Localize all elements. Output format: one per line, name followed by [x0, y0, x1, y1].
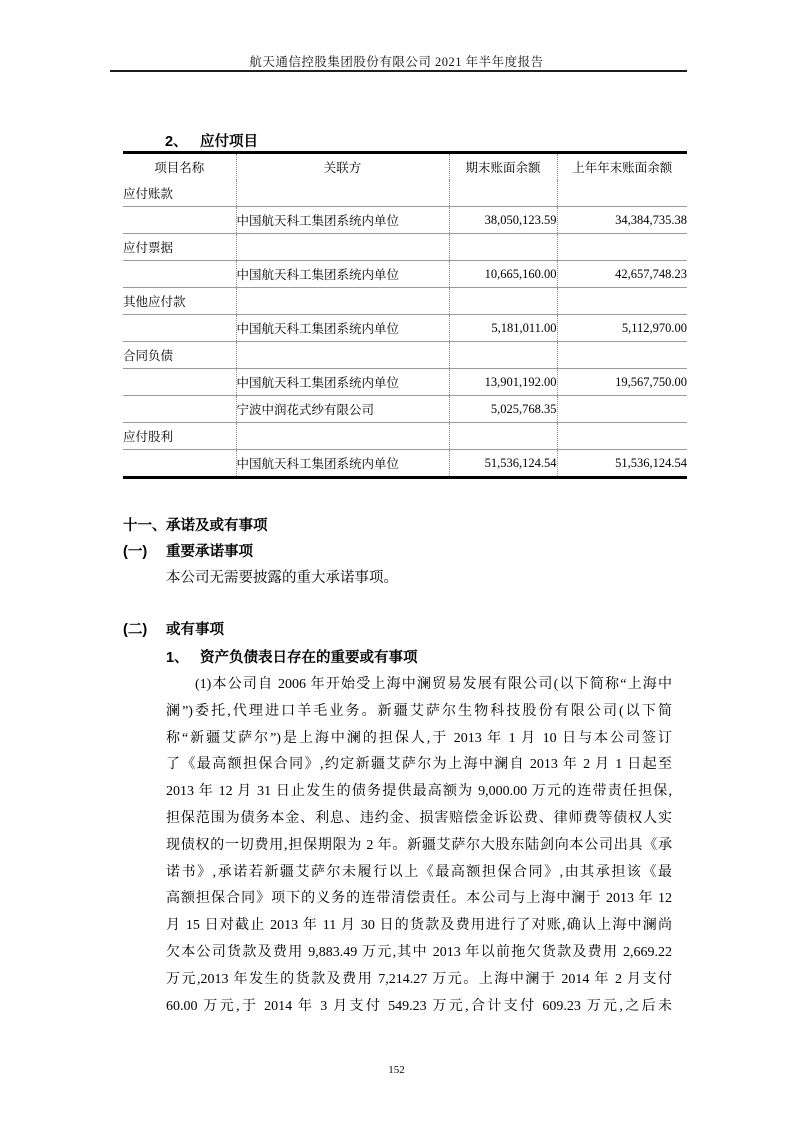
cell-related-party: 中国航天科工集团系统内单位 — [236, 450, 449, 478]
cell-related-party — [236, 342, 449, 369]
cell-prior-year-balance — [557, 342, 687, 369]
cell-prior-year-balance — [557, 180, 687, 207]
paragraph-line: 担保范围为债务本金、利息、违约金、损害赔偿金诉讼费、律师费等债权人实 — [166, 810, 672, 826]
subsection-heading-important-commitments — [123, 540, 253, 561]
cell-related-party — [236, 234, 449, 261]
paragraph-line: 了《最高额担保合同》,约定新疆艾萨尔为上海中澜自 2013 年 2 月 1 日起至 — [166, 757, 672, 773]
heading-text: 资产负债表日存在的重要或有事项 — [200, 650, 418, 666]
cell-related-party: 中国航天科工集团系统内单位 — [236, 261, 449, 288]
cell-ending-balance — [449, 288, 557, 315]
cell-item-name: 应付股利 — [123, 430, 174, 444]
cell-prior-year-balance: 51,536,124.54 — [557, 450, 687, 478]
cell-related-party: 中国航天科工集团系统内单位 — [236, 369, 449, 396]
cell-ending-balance — [449, 342, 557, 369]
paragraph-line: 诺书》,承诺若新疆艾萨尔未履行以上《最高额担保合同》,由其承担该《最 — [166, 864, 672, 880]
table-row — [123, 261, 687, 288]
paragraph-line: 称“新疆艾萨尔”)是上海中澜的担保人,于 2013 年 1 月 10 日与本公司签订 — [166, 730, 672, 746]
paragraph-line: 2013 年 12 月 31 日止发生的债务提供最高额为 9,000.00 万元的连带责任担保, — [166, 784, 672, 800]
table-row — [123, 207, 687, 234]
paragraph-line: 月 15 日对截止 2013 年 11 月 30 日的货款及费用进行了对账,确认上海中澜尚 — [166, 918, 672, 934]
cell-related-party: 宁波中润花式纱有限公司 — [236, 396, 449, 423]
heading-text: 或有事项 — [166, 622, 224, 638]
cell-related-party — [236, 288, 449, 315]
cell-item-name: 应付账款 — [123, 187, 174, 201]
cell-ending-balance — [449, 180, 557, 207]
column-header-related-party: 关联方 — [236, 153, 449, 181]
payables-table — [123, 151, 687, 479]
cell-ending-balance: 5,025,768.35 — [449, 396, 557, 423]
item-heading-balance-sheet-contingencies — [166, 646, 418, 667]
cell-item-name — [123, 450, 236, 478]
heading-number: (二) — [123, 622, 148, 638]
section-heading-commitments — [123, 514, 268, 535]
column-header-ending-balance: 期末账面余额 — [449, 153, 557, 181]
paragraph-line: 澜”)委托,代理进口羊毛业务。新疆艾萨尔生物科技股份有限公司(以下简 — [166, 703, 672, 719]
page-header-title: 航天通信控股集团股份有限公司 2021 年半年度报告 — [249, 55, 544, 69]
cell-prior-year-balance — [557, 423, 687, 450]
heading-text: 承诺及或有事项 — [166, 518, 268, 534]
cell-ending-balance: 5,181,011.00 — [449, 315, 557, 342]
paragraph-line: 高额担保合同》项下的义务的连带清偿责任。本公司与上海中澜于 2013 年 12 — [166, 891, 672, 907]
cell-prior-year-balance: 42,657,748.23 — [557, 261, 687, 288]
paragraph-line: (1)本公司自 2006 年开始受上海中澜贸易发展有限公司(以下简称“上海中 — [195, 677, 672, 692]
cell-ending-balance: 10,665,160.00 — [449, 261, 557, 288]
cell-related-party — [236, 423, 449, 450]
table-row — [123, 450, 687, 478]
cell-item-name — [123, 315, 236, 342]
table-row — [123, 423, 687, 450]
section-number: 2、 — [165, 134, 188, 150]
commitments-body-text: 本公司无需要披露的重大承诺事项。 — [166, 570, 398, 586]
cell-item-name — [123, 207, 236, 234]
table-row — [123, 396, 687, 423]
cell-related-party: 中国航天科工集团系统内单位 — [236, 315, 449, 342]
heading-number: (一) — [123, 544, 148, 560]
cell-prior-year-balance — [557, 234, 687, 261]
header-rule — [110, 70, 687, 72]
section-title-payables — [165, 130, 258, 151]
heading-number: 十一、 — [123, 518, 167, 534]
page-number: 152 — [388, 1064, 405, 1076]
cell-prior-year-balance — [557, 396, 687, 423]
table-row — [123, 369, 687, 396]
cell-ending-balance — [449, 423, 557, 450]
contingency-paragraph — [166, 672, 672, 1020]
cell-prior-year-balance: 34,384,735.38 — [557, 207, 687, 234]
paragraph-line: 万元,2013 年发生的货款及费用 7,214.27 万元。上海中澜于 2014 年 2 月支付 — [166, 971, 672, 987]
cell-ending-balance: 51,536,124.54 — [449, 450, 557, 478]
cell-item-name — [123, 261, 236, 288]
paragraph-line: 现债权的一切费用,担保期限为 2 年。新疆艾萨尔大股东陆剑向本公司出具《承 — [166, 837, 672, 853]
column-header-item-name: 项目名称 — [154, 161, 205, 175]
table-row — [123, 342, 687, 369]
payables-table-body — [123, 180, 687, 478]
column-header-prior-year-balance: 上年年末账面余额 — [557, 153, 687, 181]
table-row — [123, 315, 687, 342]
cell-item-name: 合同负债 — [123, 349, 174, 363]
cell-item-name: 其他应付款 — [123, 295, 186, 309]
paragraph-line: 60.00 万元,于 2014 年 3 月支付 549.23 万元,合计支付 609.23 万元,之后未 — [166, 998, 672, 1014]
cell-prior-year-balance: 19,567,750.00 — [557, 369, 687, 396]
table-row — [123, 180, 687, 207]
table-row — [123, 288, 687, 315]
section-title-text: 应付项目 — [200, 134, 258, 150]
cell-prior-year-balance: 5,112,970.00 — [557, 315, 687, 342]
table-row — [123, 234, 687, 261]
paragraph-line: 欠本公司货款及费用 9,883.49 万元,其中 2013 年以前拖欠货款及费用 2,669.22 — [166, 944, 672, 960]
cell-item-name — [123, 369, 236, 396]
heading-number: 1、 — [166, 650, 189, 666]
heading-text: 重要承诺事项 — [166, 544, 253, 560]
subsection-heading-contingencies — [123, 618, 224, 639]
cell-item-name: 应付票据 — [123, 241, 174, 255]
cell-ending-balance: 38,050,123.59 — [449, 207, 557, 234]
cell-ending-balance: 13,901,192.00 — [449, 369, 557, 396]
cell-related-party: 中国航天科工集团系统内单位 — [236, 207, 449, 234]
cell-related-party — [236, 180, 449, 207]
cell-item-name — [123, 396, 236, 423]
cell-ending-balance — [449, 234, 557, 261]
table-header-row — [123, 153, 687, 181]
cell-prior-year-balance — [557, 288, 687, 315]
